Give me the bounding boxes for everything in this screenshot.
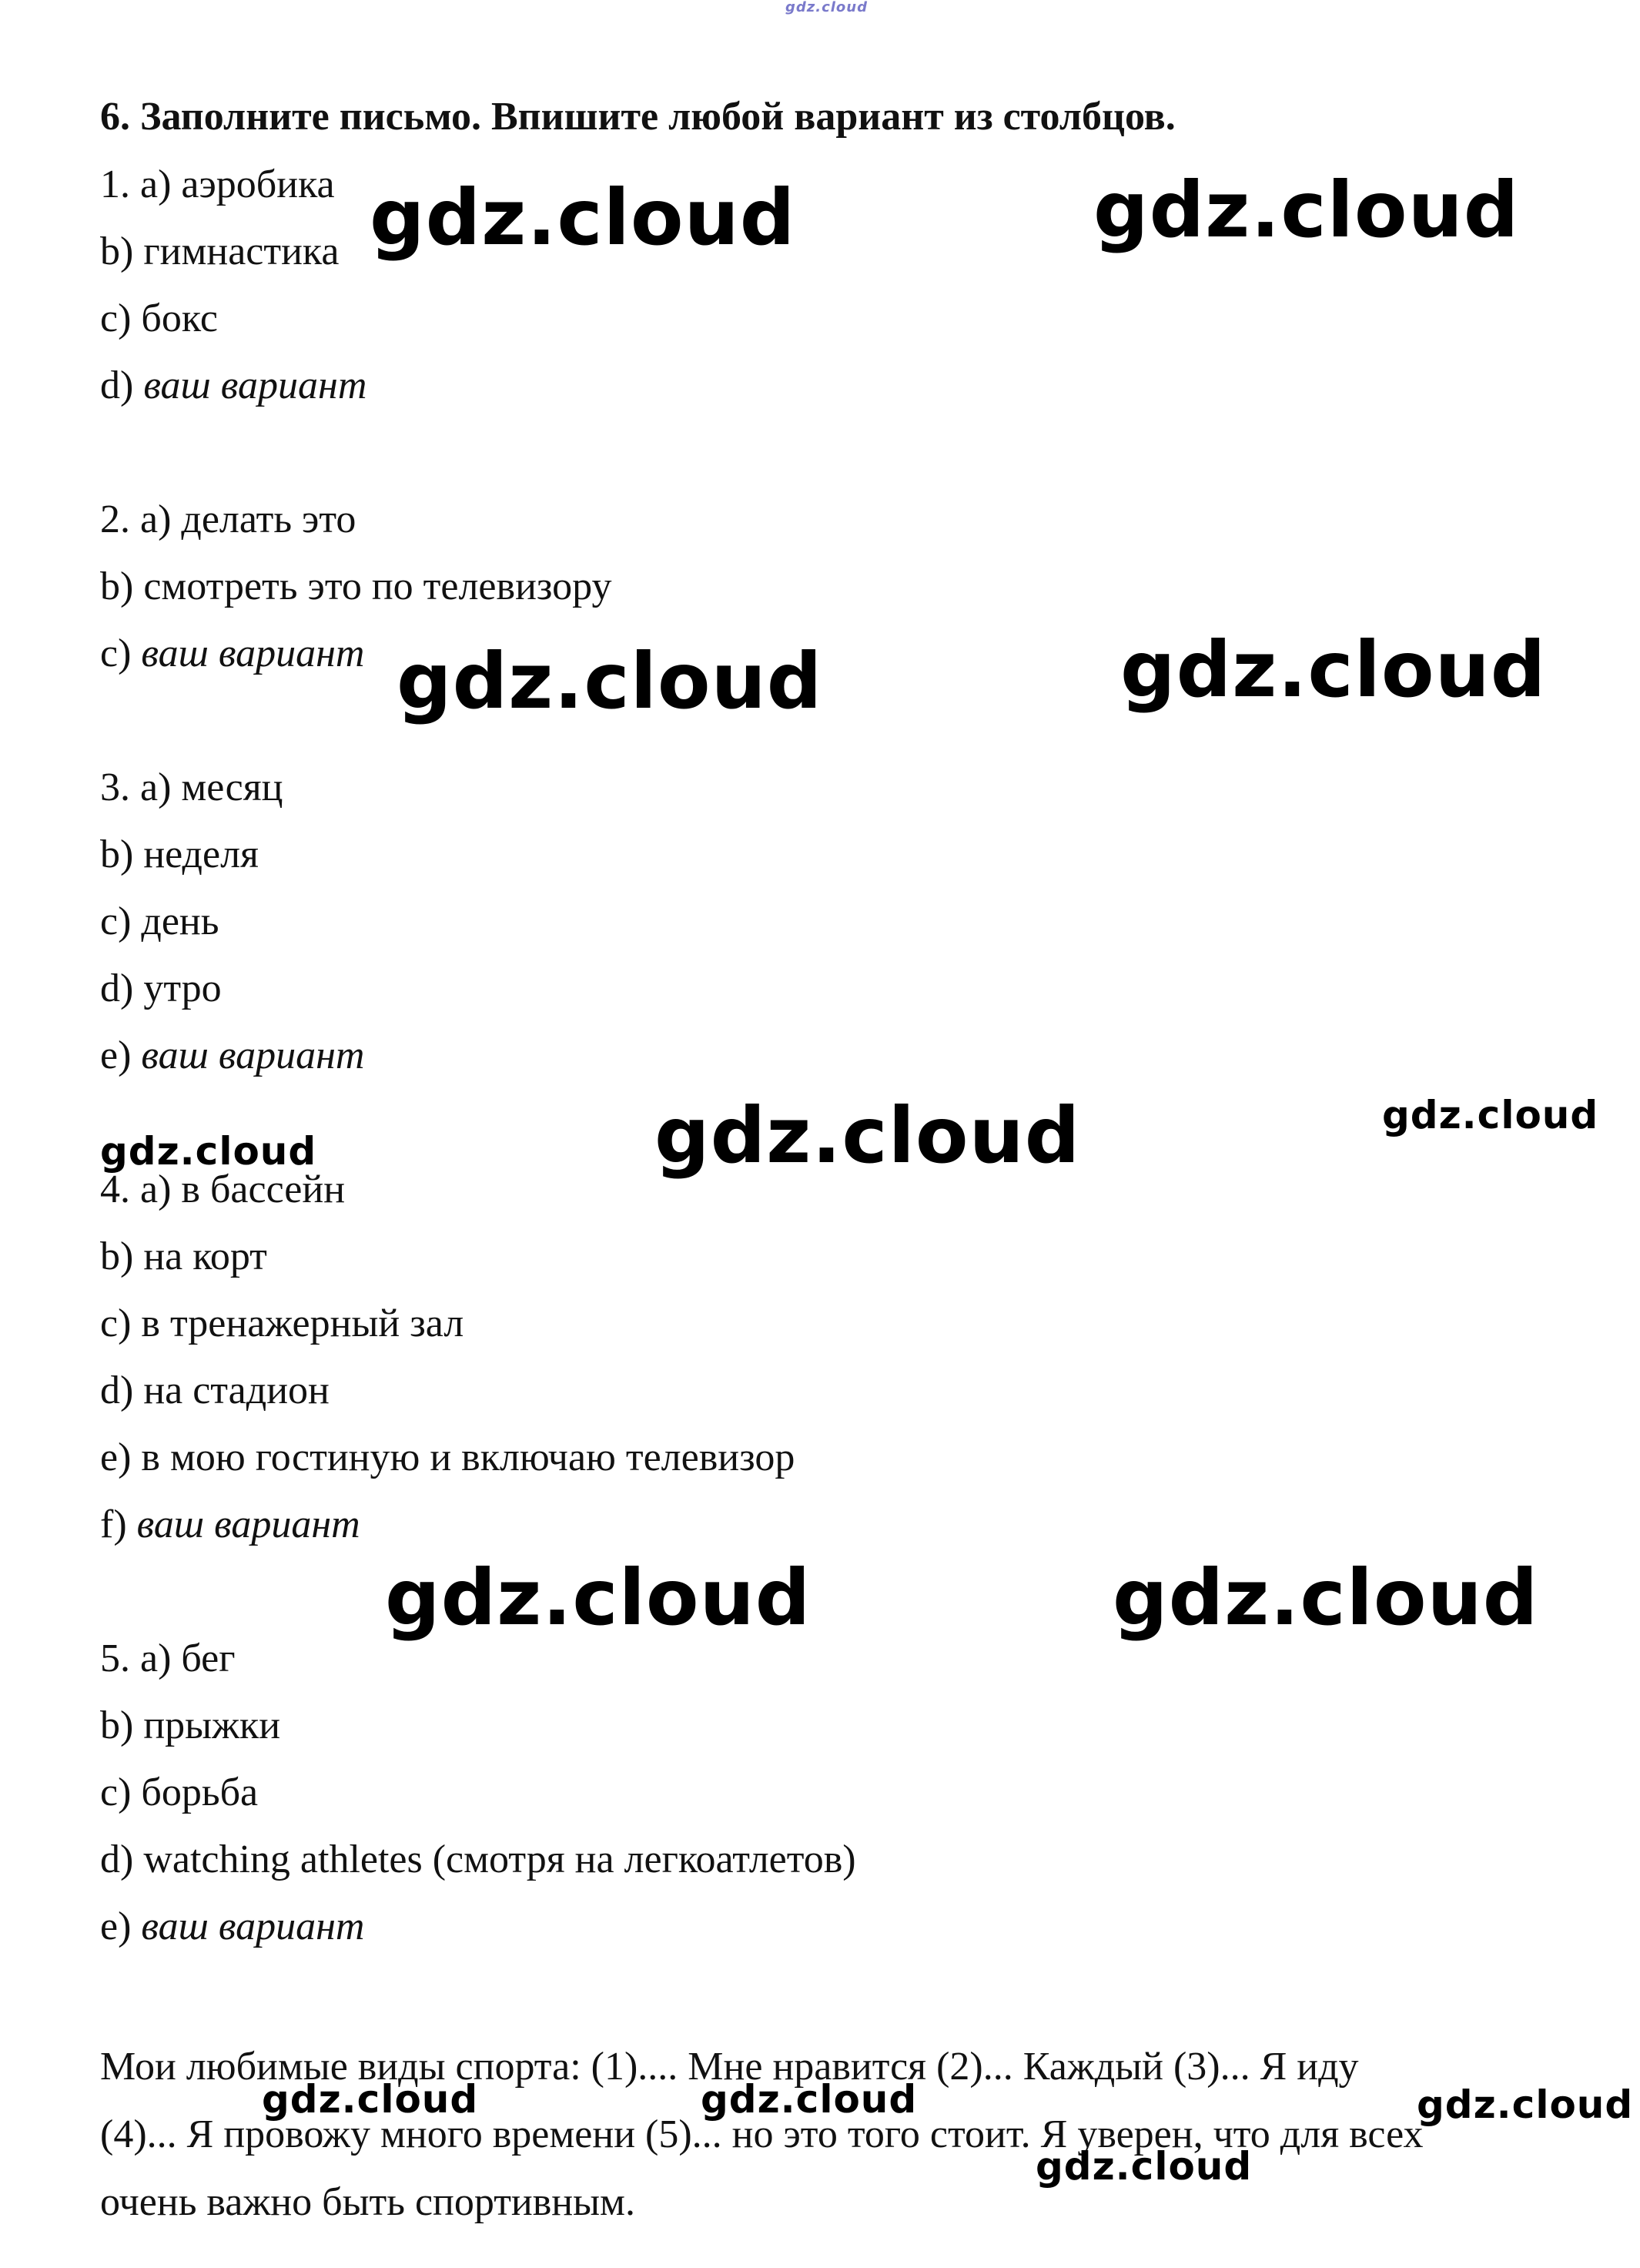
option-4f-prefix: f): [100, 1503, 137, 1546]
option-4d: d) на стадион: [100, 1369, 330, 1412]
option-4f: [100, 1502, 360, 1548]
option-2c-prefix: c): [100, 631, 142, 675]
option-1d: [100, 363, 366, 409]
option-3c: c) день: [100, 899, 219, 943]
watermark: gdz.cloud: [397, 636, 823, 726]
option-5b: b) прыжки: [100, 1704, 281, 1747]
option-5e: [100, 1904, 364, 1950]
option-1b: b) гимнастика: [100, 229, 340, 273]
option-3e: [100, 1033, 364, 1079]
letter-line-3: очень важно быть спортивным.: [100, 2180, 635, 2224]
option-4a: 4. a) в бассейн: [100, 1168, 346, 1211]
option-5e-prefix: e): [100, 1905, 142, 1948]
watermark: gdz.cloud: [1093, 165, 1520, 255]
option-3a: 3. a) месяц: [100, 765, 283, 809]
watermark: gdz.cloud: [100, 1129, 317, 1174]
option-5c: c) борьба: [100, 1771, 259, 1814]
task-title: 6. Заполните письмо. Впишите любой вариант из столбцов.: [100, 95, 1176, 139]
option-4e: e) в мою гостиную и включаю телевизор: [100, 1436, 795, 1479]
watermark: gdz.cloud: [1417, 2082, 1634, 2127]
option-4f-custom: ваш вариант: [136, 1503, 360, 1546]
option-1d-custom: ваш вариант: [143, 363, 367, 407]
watermark: gdz.cloud: [1113, 1553, 1539, 1643]
option-5e-custom: ваш вариант: [141, 1905, 365, 1948]
option-4c: c) в тренажерный зал: [100, 1302, 464, 1345]
option-1a: 1. a) аэробика: [100, 162, 335, 206]
watermark: gdz.cloud: [262, 2077, 479, 2122]
watermark: gdz.cloud: [1382, 1093, 1599, 1137]
option-3b: b) неделя: [100, 832, 259, 876]
option-1c: c) бокс: [100, 296, 218, 340]
watermark: gdz.cloud: [1120, 625, 1547, 715]
watermark: gdz.cloud: [701, 2077, 918, 2122]
option-3e-custom: ваш вариант: [141, 1033, 365, 1077]
option-3e-prefix: e): [100, 1033, 142, 1077]
watermark: gdz.cloud: [385, 1553, 812, 1643]
letter-line-2: (4)... Я провожу много времени (5)... но это того стоит. Я уверен, что для всех: [100, 2112, 1424, 2156]
top-watermark: gdz.cloud: [785, 0, 868, 15]
option-2c-custom: ваш вариант: [141, 631, 365, 675]
option-2a: 2. a) делать это: [100, 497, 356, 541]
watermark: gdz.cloud: [654, 1090, 1081, 1181]
option-3d: d) утро: [100, 966, 222, 1010]
watermark: gdz.cloud: [1036, 2144, 1253, 2189]
option-4b: b) на корт: [100, 1235, 267, 1278]
letter-paragraph: [100, 2033, 1609, 2236]
watermark: gdz.cloud: [370, 173, 796, 263]
option-1d-prefix: d): [100, 363, 144, 407]
letter-line-1: Мои любимые виды спорта: (1).... Мне нравится (2)... Каждый (3)... Я иду: [100, 2045, 1359, 2089]
option-2c: [100, 631, 364, 677]
option-5d: d) watching athletes (смотря на легкоатлетов): [100, 1838, 856, 1881]
option-2b: b) смотреть это по телевизору: [100, 564, 612, 608]
option-5a: 5. a) бег: [100, 1637, 236, 1680]
